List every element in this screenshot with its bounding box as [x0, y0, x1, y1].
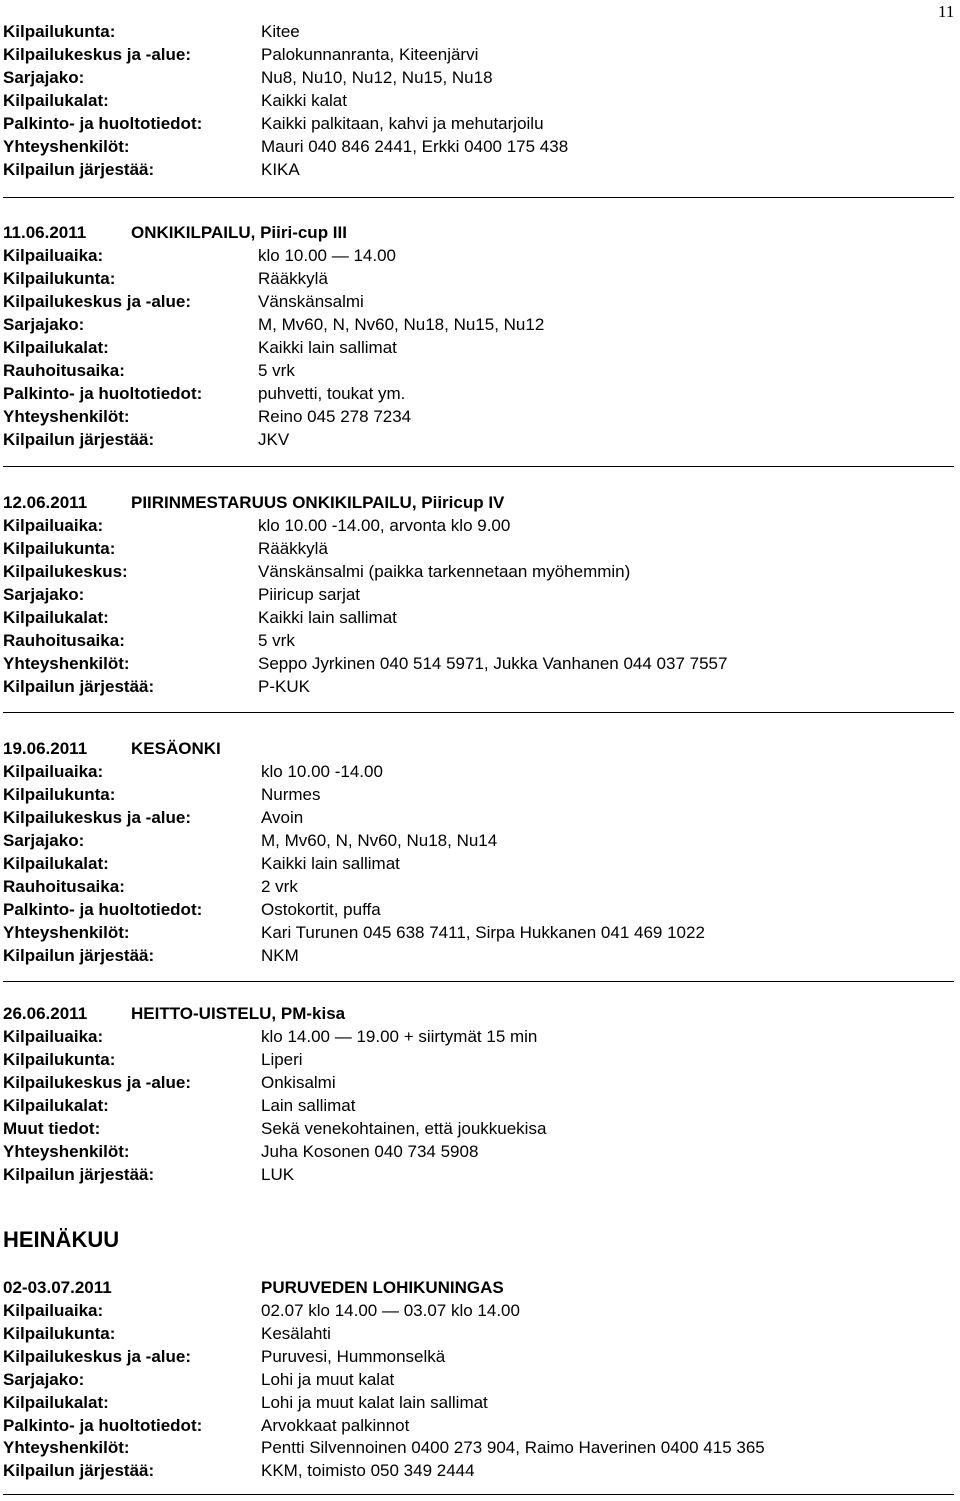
field-value: Kaikki lain sallimat — [261, 854, 400, 873]
field-label: Kilpailukunta: — [3, 785, 116, 804]
field-label: Kilpailuaika: — [3, 1301, 104, 1320]
field-label: Kilpailukalat: — [3, 1096, 109, 1115]
field-value: klo 10.00 -14.00, arvonta klo 9.00 — [258, 516, 511, 535]
field-value: klo 10.00 — 14.00 — [258, 246, 396, 265]
event-title: PURUVEDEN LOHIKUNINGAS — [261, 1278, 504, 1297]
field-label: Palkinto- ja huoltotiedot: — [3, 384, 203, 403]
field-value: Rääkkylä — [258, 539, 328, 558]
field-label: Yhteyshenkilöt: — [3, 923, 130, 942]
field-label: Kilpailukunta: — [3, 22, 116, 41]
field-value: Piiricup sarjat — [258, 585, 361, 604]
field-value: Liperi — [261, 1050, 303, 1069]
field-label: Kilpailukalat: — [3, 338, 109, 357]
field-label: Kilpailun järjestää: — [3, 1165, 155, 1184]
field-value: 2 vrk — [261, 877, 298, 896]
divider — [3, 1494, 954, 1495]
event-date: 26.06.2011 — [3, 1004, 88, 1023]
field-label: Kilpailukalat: — [3, 854, 109, 873]
field-label: Kilpailukeskus: — [3, 562, 128, 581]
field-value: Puruvesi, Hummonselkä — [261, 1347, 446, 1366]
field-value: Kari Turunen 045 638 7411, Sirpa Hukkanen 041 469 1022 — [261, 923, 705, 942]
field-value: Kaikki lain sallimat — [258, 338, 397, 357]
field-value: puhvetti, toukat ym. — [258, 384, 406, 403]
field-label: Kilpailukeskus ja -alue: — [3, 1073, 192, 1092]
field-value: Lohi ja muut kalat — [261, 1370, 395, 1389]
field-label: Kilpailukunta: — [3, 269, 116, 288]
field-label: Kilpailun järjestää: — [3, 946, 155, 965]
field-value: Avoin — [261, 808, 304, 827]
field-label: Kilpailukeskus ja -alue: — [3, 1347, 192, 1366]
field-value: M, Mv60, N, Nv60, Nu18, Nu15, Nu12 — [258, 315, 545, 334]
field-value: Kaikki kalat — [261, 91, 347, 110]
field-value: Onkisalmi — [261, 1073, 336, 1092]
event-title: KESÄONKI — [131, 739, 221, 758]
field-value: Vänskänsalmi (paikka tarkennetaan myöhemmin) — [258, 562, 631, 581]
field-value: Vänskänsalmi — [258, 292, 364, 311]
field-value: Ostokortit, puffa — [261, 900, 381, 919]
field-label: Yhteyshenkilöt: — [3, 654, 130, 673]
field-label: Palkinto- ja huoltotiedot: — [3, 114, 203, 133]
field-label: Kilpailun järjestää: — [3, 430, 155, 449]
field-value: KKM, toimisto 050 349 2444 — [261, 1461, 475, 1480]
field-value: NKM — [261, 946, 299, 965]
field-label: Kilpailukeskus ja -alue: — [3, 45, 192, 64]
field-label: Rauhoitusaika: — [3, 877, 125, 896]
field-label: Kilpailun järjestää: — [3, 1461, 155, 1480]
event-date: 12.06.2011 — [3, 493, 88, 512]
event-date: 19.06.2011 — [3, 739, 88, 758]
field-label: Sarjajako: — [3, 1370, 85, 1389]
field-value: klo 10.00 -14.00 — [261, 762, 383, 781]
field-value: Lain sallimat — [261, 1096, 356, 1115]
field-value: Palokunnanranta, Kiteenjärvi — [261, 45, 479, 64]
field-value: JKV — [258, 430, 290, 449]
field-label: Kilpailukalat: — [3, 608, 109, 627]
field-value: P-KUK — [258, 677, 310, 696]
field-label: Yhteyshenkilöt: — [3, 137, 130, 156]
divider — [3, 197, 954, 198]
field-value: 5 vrk — [258, 361, 295, 380]
field-label: Rauhoitusaika: — [3, 631, 125, 650]
field-value: 5 vrk — [258, 631, 295, 650]
divider — [3, 466, 954, 467]
field-label: Kilpailukeskus ja -alue: — [3, 292, 192, 311]
field-value: KIKA — [261, 160, 300, 179]
divider — [3, 712, 954, 713]
field-label: Yhteyshenkilöt: — [3, 407, 130, 426]
field-label: Rauhoitusaika: — [3, 361, 125, 380]
field-label: Sarjajako: — [3, 831, 85, 850]
field-value: Seppo Jyrkinen 040 514 5971, Jukka Vanhanen 044 037 7557 — [258, 654, 728, 673]
field-value: Kitee — [261, 22, 300, 41]
field-value: Pentti Silvennoinen 0400 273 904, Raimo Haverinen 0400 415 365 — [261, 1438, 765, 1457]
field-label: Kilpailuaika: — [3, 246, 104, 265]
field-label: Kilpailuaika: — [3, 516, 104, 535]
field-label: Sarjajako: — [3, 68, 85, 87]
field-label: Kilpailuaika: — [3, 1027, 104, 1046]
field-value: Kesälahti — [261, 1324, 331, 1343]
field-value: Nu8, Nu10, Nu12, Nu15, Nu18 — [261, 68, 493, 87]
field-value: Kaikki lain sallimat — [258, 608, 397, 627]
event-date: 02-03.07.2011 — [3, 1278, 112, 1297]
field-label: Kilpailukalat: — [3, 1393, 109, 1412]
event-title: PIIRINMESTARUUS ONKIKILPAILU, Piiricup IV — [131, 493, 505, 512]
field-label: Yhteyshenkilöt: — [3, 1438, 130, 1457]
field-label: Kilpailukunta: — [3, 1050, 116, 1069]
field-label: Kilpailukunta: — [3, 1324, 116, 1343]
field-value: Rääkkylä — [258, 269, 328, 288]
field-value: 02.07 klo 14.00 — 03.07 klo 14.00 — [261, 1301, 520, 1320]
field-label: Kilpailukeskus ja -alue: — [3, 808, 192, 827]
field-label: Sarjajako: — [3, 315, 85, 334]
field-label: Kilpailun järjestää: — [3, 677, 155, 696]
field-label: Muut tiedot: — [3, 1119, 101, 1138]
field-value: M, Mv60, N, Nv60, Nu18, Nu14 — [261, 831, 498, 850]
field-value: Reino 045 278 7234 — [258, 407, 412, 426]
field-value: Sekä venekohtainen, että joukkuekisa — [261, 1119, 547, 1138]
event-date: 11.06.2011 — [3, 223, 87, 242]
field-label: Palkinto- ja huoltotiedot: — [3, 900, 203, 919]
field-value: Nurmes — [261, 785, 321, 804]
field-label: Kilpailuaika: — [3, 762, 104, 781]
field-label: Sarjajako: — [3, 585, 85, 604]
field-label: Kilpailukunta: — [3, 539, 116, 558]
divider — [3, 981, 954, 982]
field-label: Palkinto- ja huoltotiedot: — [3, 1416, 203, 1435]
field-value: Kaikki palkitaan, kahvi ja mehutarjoilu — [261, 114, 544, 133]
field-value: Mauri 040 846 2441, Erkki 0400 175 438 — [261, 137, 569, 156]
month-heading: HEINÄKUU — [3, 1227, 120, 1252]
event-title: HEITTO-UISTELU, PM-kisa — [131, 1004, 346, 1023]
field-label: Yhteyshenkilöt: — [3, 1142, 130, 1161]
page-number: 11 — [938, 2, 955, 21]
field-value: Arvokkaat palkinnot — [261, 1416, 410, 1435]
event-title: ONKIKILPAILU, Piiri-cup III — [131, 223, 347, 242]
field-value: Lohi ja muut kalat lain sallimat — [261, 1393, 488, 1412]
field-label: Kilpailun järjestää: — [3, 160, 155, 179]
field-value: Juha Kosonen 040 734 5908 — [261, 1142, 479, 1161]
field-value: klo 14.00 — 19.00 + siirtymät 15 min — [261, 1027, 538, 1046]
field-label: Kilpailukalat: — [3, 91, 109, 110]
field-value: LUK — [261, 1165, 295, 1184]
